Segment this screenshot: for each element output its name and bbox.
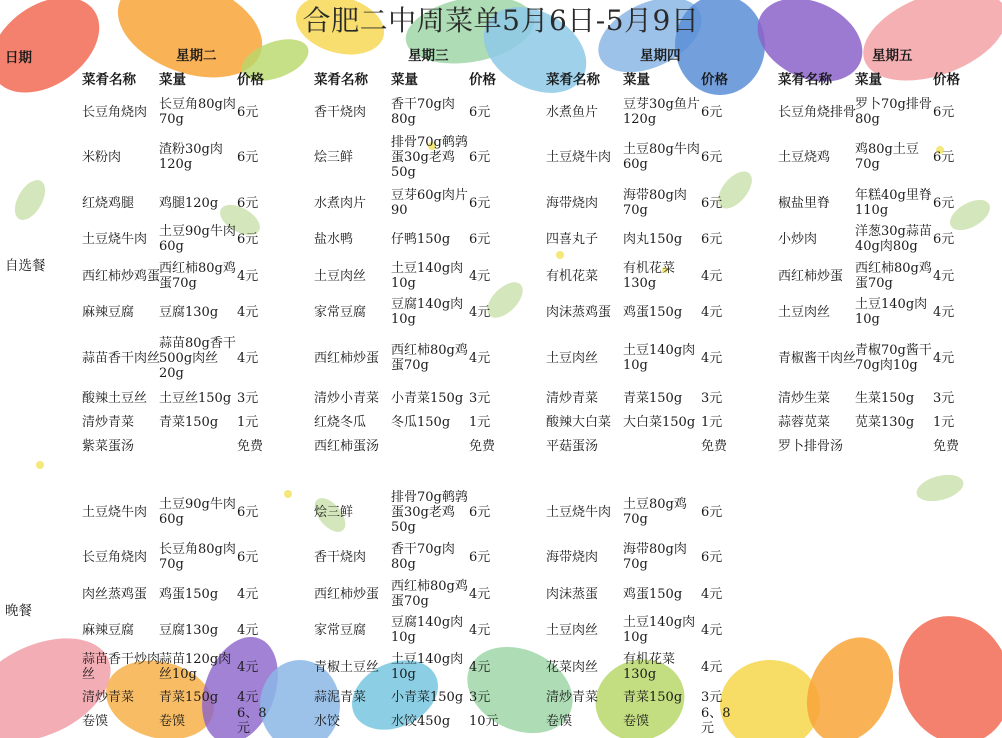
dish-name: 四喜丸子 <box>546 232 599 247</box>
dish-price: 6元 <box>469 105 491 120</box>
dish-name: 西红柿炒蛋 <box>778 269 844 284</box>
dish-price: 免费 <box>933 439 960 454</box>
dish-price: 6元 <box>237 150 259 165</box>
dish-quantity: 大白菜150g <box>623 415 696 430</box>
dish-price: 4元 <box>701 305 723 320</box>
dish-price: 6元 <box>933 196 955 211</box>
dish-name: 肉沫蒸蛋 <box>546 587 599 602</box>
dish-name: 紫菜蛋汤 <box>82 439 135 454</box>
dish-quantity: 洋葱30g蒜苗40g肉80g <box>855 224 932 254</box>
dish-name: 青椒酱干肉丝 <box>778 351 857 366</box>
dish-price: 4元 <box>237 351 259 366</box>
dish-price: 免费 <box>237 439 264 454</box>
dish-name: 蒜泥青菜 <box>314 690 367 705</box>
dish-name: 水煮肉片 <box>314 196 367 211</box>
dish-quantity: 土豆90g牛肉60g <box>159 224 236 254</box>
column-header: 菜肴名称 <box>82 72 136 88</box>
dish-quantity: 土豆140g肉10g <box>391 652 464 682</box>
dish-quantity: 土豆140g肉10g <box>391 261 464 291</box>
dish-price: 4元 <box>933 269 955 284</box>
dish-quantity: 豆芽30g鱼片120g <box>623 97 700 127</box>
dish-name: 水煮鱼片 <box>546 105 599 120</box>
dish-price: 3元 <box>469 690 491 705</box>
dish-name: 青椒土豆丝 <box>314 660 380 675</box>
dish-price: 6元 <box>469 505 491 520</box>
dish-quantity: 青菜150g <box>623 690 683 705</box>
column-header: 菜肴名称 <box>546 72 600 88</box>
dish-quantity: 青椒70g酱干70g肉10g <box>855 343 932 373</box>
dish-quantity: 排骨70g鹌鹑蛋30g老鸡50g <box>391 135 468 180</box>
dish-price: 6元 <box>701 150 723 165</box>
dish-name: 小炒肉 <box>778 232 818 247</box>
dish-quantity: 水饺450g <box>391 714 451 729</box>
dish-price: 4元 <box>237 623 259 638</box>
dish-price: 4元 <box>933 351 955 366</box>
dish-price: 6元 <box>469 150 491 165</box>
dish-name: 土豆肉丝 <box>546 623 599 638</box>
day-header: 星期三 <box>408 48 449 64</box>
dish-price: 6元 <box>701 196 723 211</box>
column-header: 菜肴名称 <box>778 72 832 88</box>
dish-price: 3元 <box>701 391 723 406</box>
dish-price: 3元 <box>469 391 491 406</box>
column-header: 菜肴名称 <box>314 72 368 88</box>
dish-name: 蒜苗香干肉丝 <box>82 351 161 366</box>
dish-quantity: 鸡80g土豆70g <box>855 142 919 172</box>
dish-quantity: 长豆角80g肉70g <box>159 97 236 127</box>
dish-price: 6、8元 <box>701 706 731 736</box>
dish-name: 椒盐里脊 <box>778 196 831 211</box>
dish-quantity: 土豆80g牛肉60g <box>623 142 700 172</box>
dish-name: 肉沫蒸鸡蛋 <box>546 305 612 320</box>
dish-name: 红烧鸡腿 <box>82 196 135 211</box>
dish-price: 3元 <box>701 690 723 705</box>
day-header: 星期四 <box>640 48 681 64</box>
dish-name: 罗卜排骨汤 <box>778 439 844 454</box>
dish-price: 6元 <box>469 232 491 247</box>
column-header: 价格 <box>469 72 496 88</box>
dish-quantity: 排骨70g鹌鹑蛋30g老鸡50g <box>391 490 468 535</box>
dish-name: 肉丝蒸鸡蛋 <box>82 587 148 602</box>
dish-name: 长豆角烧排骨 <box>778 105 857 120</box>
column-header: 价格 <box>701 72 728 88</box>
dish-quantity: 豆腐140g肉10g <box>391 615 464 645</box>
dish-name: 土豆烧牛肉 <box>82 505 148 520</box>
dish-price: 6元 <box>469 550 491 565</box>
dish-quantity: 西红柿80g鸡蛋70g <box>855 261 932 291</box>
dish-name: 烩三鲜 <box>314 505 354 520</box>
dish-name: 土豆肉丝 <box>314 269 367 284</box>
column-header: 菜量 <box>159 72 186 88</box>
dish-name: 西红柿炒鸡蛋 <box>82 269 161 284</box>
dish-price: 3元 <box>237 391 259 406</box>
dish-name: 西红柿炒蛋 <box>314 351 380 366</box>
dish-price: 10元 <box>469 714 499 729</box>
dish-name: 香干烧肉 <box>314 105 367 120</box>
column-header: 菜量 <box>855 72 882 88</box>
dish-price: 4元 <box>237 269 259 284</box>
dish-name: 土豆烧鸡 <box>778 150 831 165</box>
dish-name: 烩三鲜 <box>314 150 354 165</box>
dish-quantity: 有机花菜130g <box>623 652 676 682</box>
dish-price: 6元 <box>237 232 259 247</box>
dish-quantity: 海带80g肉70g <box>623 542 687 572</box>
dish-name: 卷馍 <box>546 714 573 729</box>
dish-quantity: 土豆90g牛肉60g <box>159 497 236 527</box>
dish-quantity: 豆腐140g肉10g <box>391 297 464 327</box>
dish-price: 6元 <box>237 196 259 211</box>
dish-quantity: 土豆140g肉10g <box>623 615 696 645</box>
dish-quantity: 年糕40g里脊110g <box>855 188 932 218</box>
dish-quantity: 鸡蛋150g <box>623 587 683 602</box>
dish-price: 6元 <box>701 550 723 565</box>
dish-name: 红烧冬瓜 <box>314 415 367 430</box>
dish-name: 长豆角烧肉 <box>82 550 148 565</box>
dish-name: 蒜蓉苋菜 <box>778 415 831 430</box>
dish-quantity: 土豆80g鸡70g <box>623 497 687 527</box>
dish-quantity: 豆腐130g <box>159 623 219 638</box>
column-header: 菜量 <box>623 72 650 88</box>
dish-name: 土豆烧牛肉 <box>82 232 148 247</box>
dish-price: 1元 <box>933 415 955 430</box>
dish-name: 水饺 <box>314 714 341 729</box>
dish-quantity: 有机花菜130g <box>623 261 676 291</box>
dish-quantity: 鸡蛋150g <box>159 587 219 602</box>
dish-quantity: 罗卜70g排骨80g <box>855 97 932 127</box>
dish-quantity: 豆腐130g <box>159 305 219 320</box>
dish-name: 西红柿蛋汤 <box>314 439 380 454</box>
day-header: 星期二 <box>176 48 217 64</box>
page-title: 合肥二中周菜单5月6日-5月9日 <box>302 4 700 37</box>
dish-quantity: 土豆140g肉10g <box>623 343 696 373</box>
dish-name: 香干烧肉 <box>314 550 367 565</box>
dish-name: 土豆烧牛肉 <box>546 150 612 165</box>
dish-quantity: 卷馍 <box>623 714 650 729</box>
dish-price: 1元 <box>701 415 723 430</box>
dish-name: 盐水鸭 <box>314 232 354 247</box>
dish-name: 清炒小青菜 <box>314 391 380 406</box>
dish-name: 麻辣豆腐 <box>82 623 135 638</box>
dish-quantity: 青菜150g <box>159 690 219 705</box>
dish-price: 免费 <box>701 439 728 454</box>
dish-price: 4元 <box>701 351 723 366</box>
dish-quantity: 长豆角80g肉70g <box>159 542 236 572</box>
dish-quantity: 蒜苗80g香干500g肉丝20g <box>159 336 236 381</box>
dish-name: 海带烧肉 <box>546 550 599 565</box>
dish-price: 6元 <box>469 196 491 211</box>
dish-name: 麻辣豆腐 <box>82 305 135 320</box>
column-header: 菜量 <box>391 72 418 88</box>
dish-quantity: 仔鸭150g <box>391 232 451 247</box>
column-header: 价格 <box>237 72 264 88</box>
day-header: 星期五 <box>872 48 913 64</box>
dish-price: 6元 <box>701 505 723 520</box>
dish-quantity: 肉丸150g <box>623 232 683 247</box>
dish-name: 清炒青菜 <box>82 690 135 705</box>
dish-price: 1元 <box>237 415 259 430</box>
meal-label-lunch: 自选餐 <box>5 258 46 274</box>
dish-quantity: 土豆140g肉10g <box>855 297 928 327</box>
dish-price: 4元 <box>701 587 723 602</box>
dish-price: 6元 <box>933 150 955 165</box>
dish-name: 有机花菜 <box>546 269 599 284</box>
dish-name: 酸辣土豆丝 <box>82 391 148 406</box>
dish-name: 清炒青菜 <box>546 391 599 406</box>
dish-price: 4元 <box>701 623 723 638</box>
dish-price: 4元 <box>469 351 491 366</box>
dish-name: 家常豆腐 <box>314 623 367 638</box>
dish-name: 土豆肉丝 <box>546 351 599 366</box>
dish-price: 免费 <box>469 439 496 454</box>
dish-name: 长豆角烧肉 <box>82 105 148 120</box>
date-column-label: 日期 <box>5 50 32 66</box>
dish-price: 4元 <box>933 305 955 320</box>
dish-quantity: 豆芽60g肉片90 <box>391 188 468 218</box>
dish-name: 清炒青菜 <box>82 415 135 430</box>
dish-price: 4元 <box>469 269 491 284</box>
dish-quantity: 青菜150g <box>159 415 219 430</box>
dish-name: 卷馍 <box>82 714 109 729</box>
dish-price: 4元 <box>237 587 259 602</box>
dish-quantity: 香干70g肉80g <box>391 542 455 572</box>
dish-name: 清炒青菜 <box>546 690 599 705</box>
dish-quantity: 西红柿80g鸡蛋70g <box>159 261 236 291</box>
dish-name: 花菜肉丝 <box>546 660 599 675</box>
dish-quantity: 小青菜150g <box>391 391 464 406</box>
dish-price: 3元 <box>933 391 955 406</box>
dish-price: 4元 <box>701 269 723 284</box>
dish-price: 4元 <box>469 587 491 602</box>
dish-quantity: 小青菜150g <box>391 690 464 705</box>
dish-quantity: 海带80g肉70g <box>623 188 687 218</box>
dish-name: 土豆烧牛肉 <box>546 505 612 520</box>
dish-price: 4元 <box>469 660 491 675</box>
dish-quantity: 土豆丝150g <box>159 391 232 406</box>
column-header: 价格 <box>933 72 960 88</box>
dish-quantity: 西红柿80g鸡蛋70g <box>391 579 468 609</box>
dish-price: 4元 <box>701 660 723 675</box>
dish-name: 平菇蛋汤 <box>546 439 599 454</box>
dish-quantity: 苋菜130g <box>855 415 915 430</box>
dish-quantity: 鸡蛋150g <box>623 305 683 320</box>
dish-name: 西红柿炒蛋 <box>314 587 380 602</box>
dish-price: 4元 <box>237 660 259 675</box>
dish-quantity: 青菜150g <box>623 391 683 406</box>
dish-price: 6元 <box>701 232 723 247</box>
dish-price: 4元 <box>237 690 259 705</box>
dish-price: 6元 <box>237 550 259 565</box>
dish-quantity: 西红柿80g鸡蛋70g <box>391 343 468 373</box>
dish-name: 海带烧肉 <box>546 196 599 211</box>
dish-name: 蒜苗香干炒肉丝 <box>82 652 161 682</box>
dish-quantity: 蒜苗120g肉丝10g <box>159 652 232 682</box>
dish-price: 6元 <box>701 105 723 120</box>
dish-quantity: 鸡腿120g <box>159 196 219 211</box>
dish-price: 6元 <box>933 232 955 247</box>
dish-name: 家常豆腐 <box>314 305 367 320</box>
dish-quantity: 冬瓜150g <box>391 415 451 430</box>
dish-price: 4元 <box>237 305 259 320</box>
dish-price: 4元 <box>469 623 491 638</box>
meal-label-dinner: 晚餐 <box>5 603 32 619</box>
dish-quantity: 渣粉30g肉120g <box>159 142 223 172</box>
dish-price: 6元 <box>237 505 259 520</box>
dish-price: 6、8元 <box>237 706 267 736</box>
dish-price: 6元 <box>237 105 259 120</box>
dish-quantity: 香干70g肉80g <box>391 97 455 127</box>
dish-price: 6元 <box>933 105 955 120</box>
dish-quantity: 卷馍 <box>159 714 186 729</box>
dish-name: 酸辣大白菜 <box>546 415 612 430</box>
dish-price: 1元 <box>469 415 491 430</box>
dish-name: 米粉肉 <box>82 150 122 165</box>
dish-price: 4元 <box>469 305 491 320</box>
dish-name: 清炒生菜 <box>778 391 831 406</box>
dish-quantity: 生菜150g <box>855 391 915 406</box>
dish-name: 土豆肉丝 <box>778 305 831 320</box>
